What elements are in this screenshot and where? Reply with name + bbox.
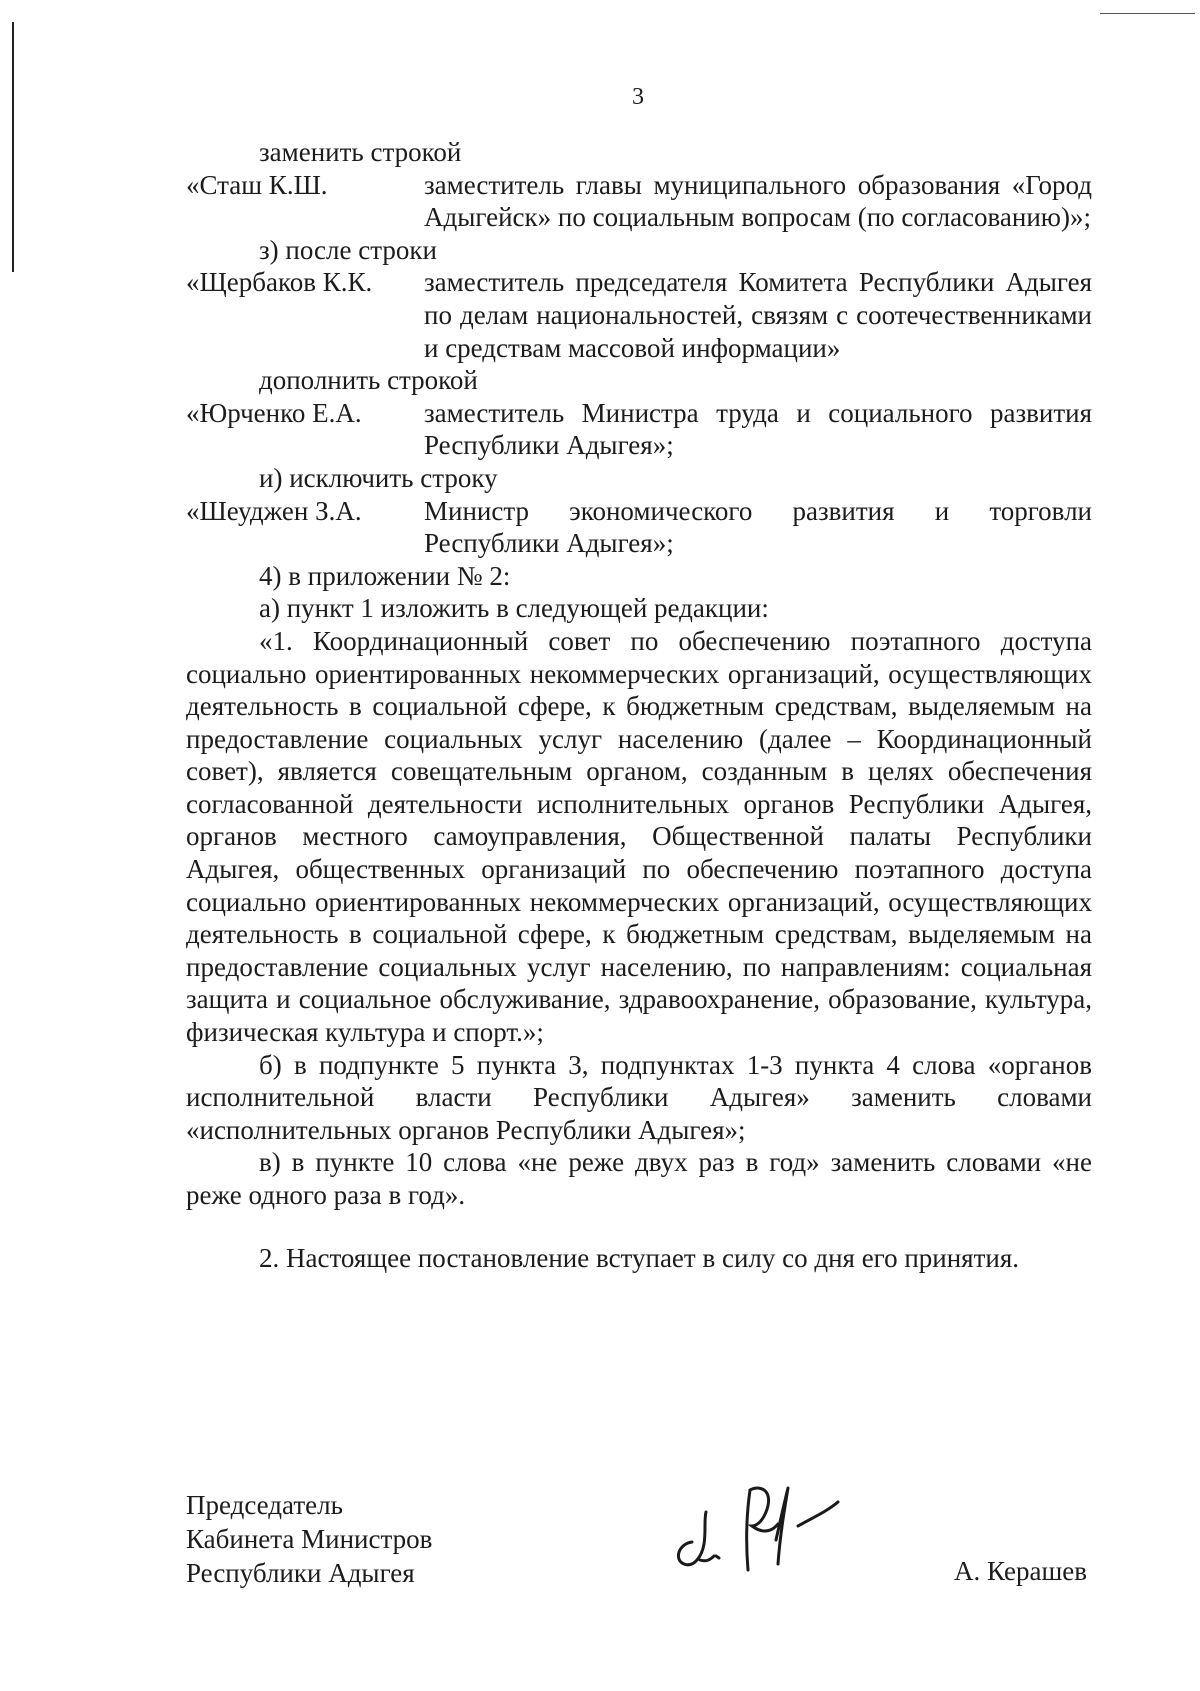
item-4: 4) в приложении № 2: (259, 560, 511, 591)
spacer (186, 1212, 1092, 1242)
entry-description: заместитель главы муниципального образования «Город Адыгейск» по социальным вопросам (по согласованию)»; (424, 169, 1092, 233)
paragraph-effective: 2. Настоящее постановление вступает в силу со дня его принятия. (259, 1242, 1020, 1273)
signatory-name: А. Керашев (954, 1556, 1087, 1586)
paragraph-coordination-council: «1. Координационный совет по обеспечению поэтапного доступа социально ориентированных некоммерческих организаций, осуществляющих деятельность в социальной сфере, к бюджетным средствам, выделяемым на предоставление социальных услуг населению (далее – Координационный совет), является совещательным органом, созданным в целях обеспечения согласованной деятельности исполнительных органов Республики Адыгея, органов местного самоуправления, Общественной палаты Республики Адыгея, общественных организаций по обеспечению поэтапного доступа социально ориентированных некоммерческих организаций, осуществляющих деятельность в социальной сфере, к бюджетным средствам, выделяемым на предоставление социальных услуг населению, по направлениям: социальная защита и социальное обслуживание, здравоохранение, образование, культура, физическая культура и спорт.»; (186, 625, 1092, 1048)
entry-name: «Юрченко Е.А. (186, 397, 362, 428)
scan-edge-line (12, 22, 14, 272)
scan-corner-line (1100, 13, 1195, 14)
entry-name: «Шеуджен З.А. (186, 495, 362, 526)
entry-shcherbakov (186, 266, 1092, 364)
item-a: а) пункт 1 изложить в следующей редакции: (259, 593, 769, 624)
instruction-add: дополнить строкой (259, 365, 478, 396)
instruction-replace: заменить строкой (259, 137, 462, 167)
entry-yurchenko (186, 397, 1092, 462)
item-v: в) в пункте 10 слова «не реже двух раз в год» заменить словами «не реже одного раза в год». (186, 1147, 1092, 1210)
entry-stash (186, 169, 1092, 234)
item-b: б) в подпункте 5 пункта 3, подпунктах 1-3 пункта 4 слова «органов исполнительной власти Республики Адыгея» заменить словами «исполнительных органов Республики Адыгея»; (186, 1049, 1092, 1145)
item-i: и) исключить строку (259, 462, 498, 493)
document-body (186, 136, 1092, 1274)
entry-description: Министр экономического развития и торговли Республики Адыгея»; (424, 495, 1092, 559)
page-number: 3 (632, 84, 644, 110)
signature-title-line: Председатель (186, 1490, 343, 1520)
entry-description: заместитель Министра труда и социального развития Республики Адыгея»; (424, 397, 1092, 461)
entry-description: заместитель председателя Комитета Республики Адыгея по делам национальностей, связям с соотечественниками и средствам массовой информации» (424, 267, 1092, 363)
handwritten-signature (670, 1460, 870, 1590)
signature-title-line: Республики Адыгея (186, 1558, 415, 1588)
signature-title-line: Кабинета Министров (186, 1524, 433, 1554)
entry-name: «Сташ К.Ш. (186, 169, 328, 200)
item-z: з) после строки (259, 234, 437, 265)
entry-name: «Щербаков К.К. (186, 267, 373, 298)
entry-sheudzhen (186, 495, 1092, 560)
signature-title (186, 1488, 432, 1590)
